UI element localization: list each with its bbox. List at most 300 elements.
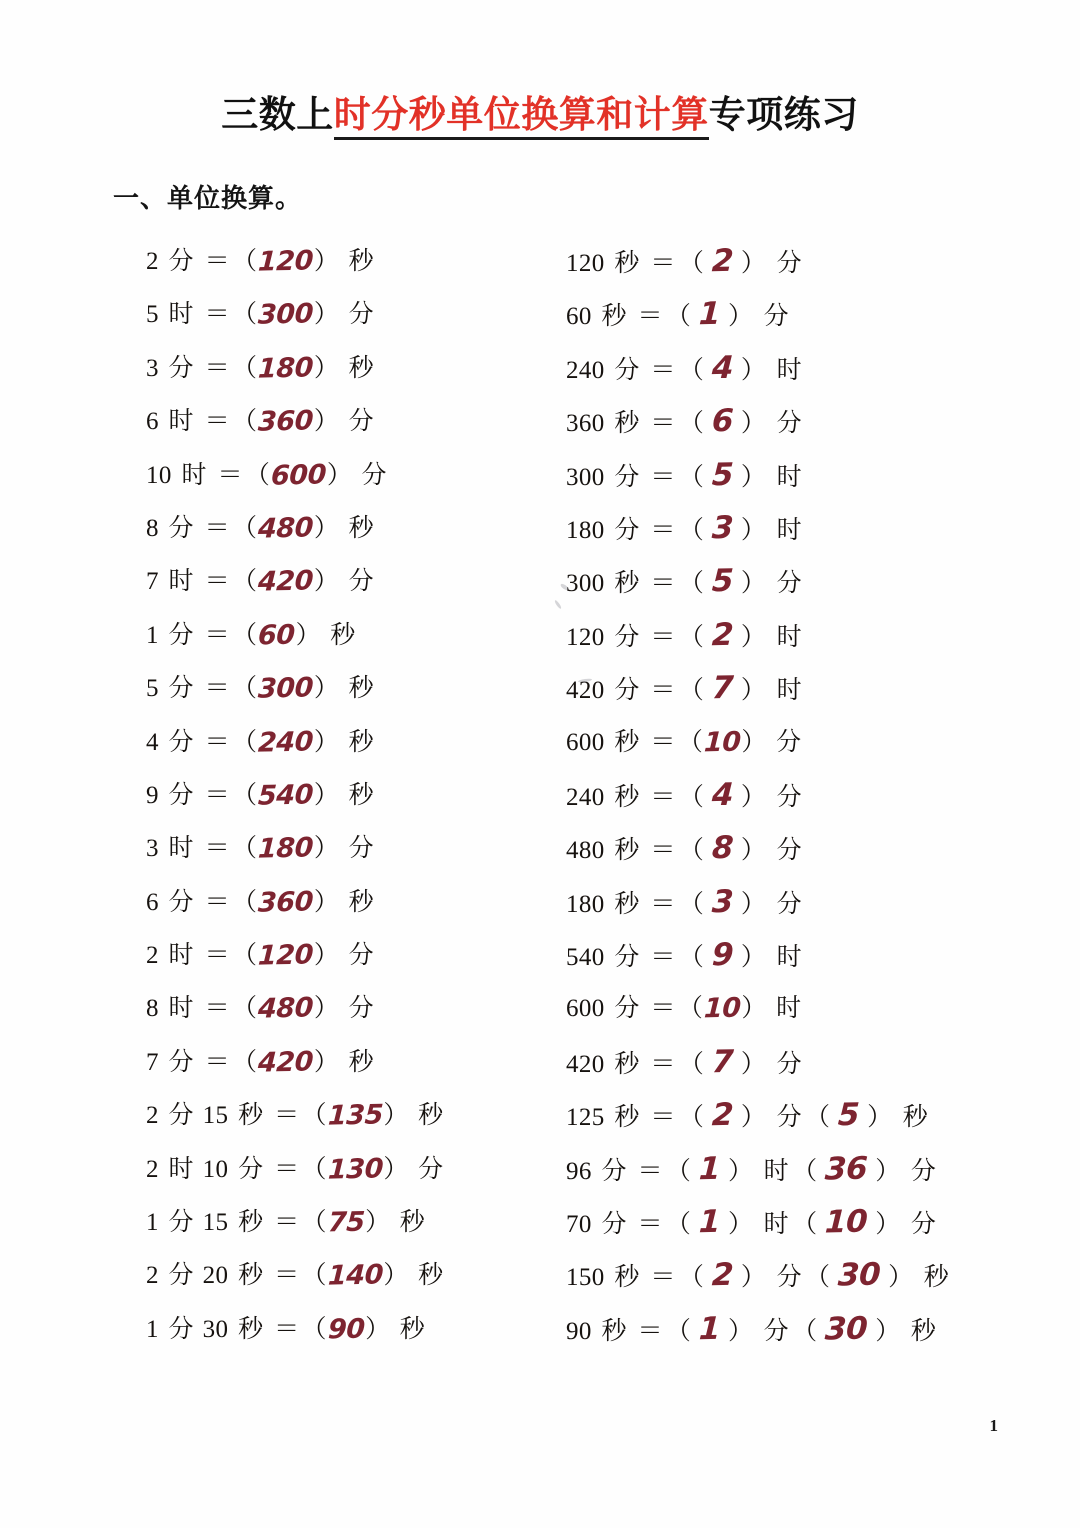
handwritten-answer: 360	[257, 405, 314, 438]
answer-blank[interactable]	[665, 1204, 754, 1243]
question-value-2: 20	[202, 1262, 229, 1290]
handwritten-answer: 420	[257, 1046, 314, 1079]
paren-close: ）	[740, 570, 766, 598]
result-unit: 分	[354, 461, 387, 489]
question-unit: 分	[161, 781, 201, 809]
question-value: 420	[566, 1050, 605, 1078]
result-unit: 分	[769, 728, 802, 756]
answer-blank[interactable]	[678, 670, 767, 709]
question-unit: 分	[607, 995, 647, 1023]
answer-blank[interactable]	[678, 1097, 767, 1136]
handwritten-answer: 4	[710, 349, 734, 386]
paren-open: （	[232, 408, 258, 436]
answer-blank[interactable]	[232, 830, 339, 867]
handwritten-answer: 135	[326, 1099, 384, 1132]
paren-close: ）	[313, 888, 339, 916]
exercise-item	[146, 457, 389, 494]
answer-blank[interactable]	[665, 1151, 754, 1190]
question-unit-2: 分	[231, 1155, 271, 1183]
paren-open: （	[678, 837, 704, 865]
exercise-row	[0, 1044, 1080, 1097]
exercise-row	[0, 1151, 1080, 1204]
paren-close: ）	[875, 1157, 901, 1185]
paren-open: （	[678, 677, 704, 705]
answer-blank[interactable]	[665, 1311, 754, 1350]
paren-open: （	[232, 781, 258, 809]
handwritten-answer: 5	[837, 1097, 860, 1134]
paren-close: ）	[740, 623, 766, 651]
answer-blank[interactable]	[232, 724, 339, 761]
question-unit: 分	[161, 1262, 201, 1290]
equals-sign: ＝	[204, 301, 231, 329]
equals-sign: ＝	[204, 408, 231, 436]
paren-open: （	[678, 356, 704, 384]
exercise-row	[0, 403, 1080, 456]
handwritten-answer: 9	[710, 936, 734, 974]
result-unit: 分	[769, 250, 802, 277]
paren-open: （	[232, 1048, 258, 1076]
answer-blank[interactable]	[232, 403, 339, 440]
equals-sign: ＝	[650, 783, 676, 811]
paren-open: （	[232, 835, 258, 863]
question-unit: 分	[607, 677, 647, 705]
paren-open: （	[792, 1317, 818, 1345]
paren-close: ）	[740, 356, 766, 384]
paren-close: ）	[728, 303, 754, 331]
paren-open: （	[678, 1264, 704, 1292]
equals-sign: ＝	[274, 1315, 300, 1343]
exercise-row	[0, 457, 1080, 510]
question-unit: 秒	[607, 728, 647, 756]
equals-sign: ＝	[650, 570, 676, 598]
handwritten-answer: 1	[698, 1310, 721, 1348]
result-unit: 分	[341, 942, 374, 970]
answer-blank[interactable]	[232, 617, 321, 654]
equals-sign: ＝	[217, 461, 243, 489]
equals-sign: ＝	[637, 1211, 663, 1239]
equals-sign: ＝	[204, 568, 231, 596]
exercise-row	[0, 724, 1080, 777]
answer-blank[interactable]	[678, 777, 767, 816]
handwritten-answer: 360	[257, 886, 314, 919]
handwritten-answer: 3	[710, 509, 734, 547]
question-unit: 秒	[594, 303, 634, 331]
handwritten-answer: 5	[710, 563, 734, 600]
question-value: 120	[566, 250, 605, 277]
question-value: 120	[566, 623, 605, 651]
answer-blank[interactable]	[791, 1204, 901, 1243]
paren-close: ）	[365, 1315, 391, 1343]
answer-blank[interactable]	[678, 724, 767, 761]
answer-blank[interactable]	[302, 1151, 409, 1188]
handwritten-answer: 130	[326, 1153, 384, 1186]
answer-blank[interactable]	[678, 830, 767, 869]
handwritten-answer: 240	[257, 725, 314, 759]
equals-sign: ＝	[274, 1262, 300, 1290]
exercise-item	[146, 724, 376, 761]
equals-sign: ＝	[650, 728, 676, 756]
answer-blank[interactable]	[678, 350, 767, 389]
result-unit: 分	[341, 408, 374, 436]
answer-blank[interactable]	[232, 296, 339, 333]
result-unit: 时	[769, 356, 802, 384]
exercise-item	[566, 884, 804, 923]
exercise-item	[566, 1311, 938, 1350]
result-unit: 时	[757, 1157, 790, 1185]
paren-open: （	[804, 1104, 830, 1132]
exercise-grid	[0, 243, 1080, 1364]
result-unit: 分	[769, 890, 802, 918]
paren-open: （	[232, 888, 258, 916]
answer-blank[interactable]	[791, 1311, 901, 1350]
answer-blank[interactable]	[302, 1257, 409, 1294]
handwritten-answer: 300	[257, 672, 314, 705]
answer-blank[interactable]	[804, 1097, 893, 1136]
exercise-row	[0, 1204, 1080, 1257]
exercise-item	[146, 670, 376, 707]
result-unit: 分	[757, 1317, 790, 1345]
question-value-2: 15	[202, 1209, 229, 1237]
exercise-item	[566, 1097, 930, 1136]
answer-blank[interactable]	[232, 563, 339, 600]
handwritten-answer: 5	[710, 456, 734, 493]
exercise-item	[566, 403, 804, 442]
question-unit: 时	[161, 568, 201, 596]
result-unit: 分	[769, 837, 802, 865]
paren-open: （	[301, 1155, 327, 1183]
exercise-item	[146, 777, 376, 814]
question-value: 125	[566, 1104, 605, 1132]
answer-blank[interactable]	[665, 296, 754, 335]
handwritten-answer: 2	[710, 1097, 734, 1134]
paren-open: （	[301, 1262, 327, 1290]
question-value: 240	[566, 783, 605, 811]
exercise-item	[566, 296, 791, 335]
question-unit: 时	[174, 461, 214, 489]
paren-open: （	[232, 995, 258, 1023]
question-unit: 分	[161, 1102, 201, 1130]
exercise-row	[0, 1257, 1080, 1310]
exercise-row	[0, 617, 1080, 670]
exercise-row	[0, 350, 1080, 403]
answer-blank[interactable]	[678, 1044, 767, 1083]
question-unit: 秒	[607, 837, 647, 865]
question-unit: 分	[607, 463, 647, 491]
paren-open: （	[665, 1211, 691, 1239]
paren-open: （	[678, 890, 704, 918]
paren-close: ）	[313, 995, 339, 1023]
question-unit: 分	[161, 621, 201, 649]
exercise-row	[0, 1311, 1080, 1364]
paren-close: ）	[326, 461, 352, 489]
paren-open: （	[792, 1157, 818, 1185]
exercise-item	[146, 1044, 376, 1081]
exercise-item	[566, 563, 804, 602]
exercise-item	[146, 937, 376, 974]
answer-blank[interactable]	[232, 1044, 339, 1081]
equals-sign: ＝	[650, 623, 676, 651]
question-unit: 秒	[607, 1104, 647, 1132]
exercise-item	[566, 937, 804, 976]
exercise-item	[146, 1097, 446, 1134]
result-unit: 秒	[411, 1102, 444, 1130]
handwritten-answer: 3	[710, 883, 734, 920]
paren-close: ）	[728, 1157, 754, 1185]
answer-blank[interactable]	[232, 884, 339, 921]
question-unit: 分	[607, 623, 647, 651]
exercise-item	[146, 1311, 427, 1348]
question-value-2: 15	[202, 1102, 229, 1130]
question-value: 180	[566, 516, 605, 544]
answer-blank[interactable]	[791, 1151, 901, 1190]
question-value: 7	[146, 1048, 159, 1076]
question-unit-2: 秒	[231, 1262, 271, 1290]
question-unit: 秒	[607, 783, 647, 811]
exercise-item	[146, 1204, 427, 1241]
handwritten-answer: 30	[824, 1310, 869, 1348]
paren-close: ）	[875, 1211, 901, 1239]
handwritten-answer: 180	[257, 352, 314, 385]
answer-blank[interactable]	[678, 990, 767, 1027]
paren-close: ）	[313, 408, 339, 436]
answer-blank[interactable]	[302, 1311, 391, 1348]
paren-close: ）	[740, 463, 766, 491]
equals-sign: ＝	[274, 1209, 300, 1237]
exercise-item	[566, 243, 804, 282]
answer-blank[interactable]	[678, 403, 767, 442]
exercise-item	[146, 884, 376, 921]
question-unit: 分	[161, 728, 201, 756]
handwritten-answer: 7	[710, 669, 734, 707]
question-value: 6	[146, 888, 159, 916]
result-unit: 秒	[341, 728, 374, 756]
answer-blank[interactable]	[232, 777, 339, 814]
paren-close: ）	[740, 410, 766, 438]
paren-open: （	[677, 995, 703, 1023]
paren-open: （	[232, 675, 258, 703]
result-unit: 秒	[341, 354, 374, 382]
answer-blank[interactable]	[804, 1257, 914, 1296]
exercise-item	[146, 563, 376, 600]
equals-sign: ＝	[650, 1104, 676, 1132]
exercise-row	[0, 990, 1080, 1043]
paren-close: ）	[728, 1317, 754, 1345]
result-unit: 时	[769, 944, 802, 972]
question-unit: 分	[161, 354, 201, 382]
handwritten-answer: 480	[257, 512, 314, 545]
paren-open: （	[678, 410, 704, 438]
paren-open: （	[678, 783, 704, 811]
question-unit: 分	[607, 944, 647, 972]
handwritten-answer: 60	[257, 619, 296, 652]
paren-close: ）	[295, 621, 321, 649]
equals-sign: ＝	[204, 835, 231, 863]
result-unit: 分	[341, 835, 374, 863]
result-unit: 分	[769, 570, 802, 598]
exercise-row	[0, 830, 1080, 883]
result-unit: 分	[769, 1264, 802, 1292]
result-unit: 分	[769, 1104, 802, 1132]
handwritten-answer: 180	[257, 832, 314, 865]
result-unit: 秒	[341, 675, 374, 703]
answer-blank[interactable]	[678, 617, 767, 656]
question-value: 2	[146, 1102, 159, 1130]
paren-open: （	[232, 621, 258, 649]
paren-close: ）	[740, 250, 766, 277]
handwritten-answer: 600	[270, 458, 327, 492]
question-unit: 时	[161, 835, 201, 863]
equals-sign: ＝	[650, 516, 676, 544]
result-unit: 秒	[341, 248, 374, 275]
question-value: 300	[566, 463, 605, 491]
paren-open: （	[665, 303, 691, 331]
exercise-item	[146, 510, 376, 547]
paren-close: ）	[888, 1264, 914, 1292]
paren-open: （	[678, 516, 704, 544]
paren-open: （	[232, 301, 258, 329]
exercise-item	[566, 1204, 938, 1243]
handwritten-answer: 75	[326, 1206, 365, 1239]
exercise-row	[0, 243, 1080, 296]
result-unit: 秒	[393, 1315, 426, 1343]
question-value: 420	[566, 677, 605, 705]
paren-close: ）	[313, 248, 339, 275]
result-unit: 时	[769, 677, 802, 705]
answer-blank[interactable]	[302, 1204, 391, 1241]
result-unit: 分	[769, 1050, 802, 1078]
exercise-row	[0, 777, 1080, 830]
equals-sign: ＝	[204, 621, 231, 649]
paren-close: ）	[740, 1050, 766, 1078]
exercise-row	[0, 1097, 1080, 1150]
answer-blank[interactable]	[232, 990, 339, 1027]
question-unit: 分	[161, 675, 201, 703]
question-value: 2	[146, 248, 159, 275]
question-unit-2: 秒	[231, 1209, 271, 1237]
result-unit: 分	[411, 1155, 444, 1183]
equals-sign: ＝	[650, 677, 676, 705]
paren-close: ）	[867, 1104, 893, 1132]
paren-open: （	[232, 514, 258, 542]
equals-sign: ＝	[204, 995, 231, 1023]
equals-sign: ＝	[204, 248, 231, 275]
handwritten-answer: 300	[257, 298, 314, 331]
question-value: 6	[146, 408, 159, 436]
question-value: 4	[146, 728, 159, 756]
exercise-item	[566, 1151, 938, 1190]
answer-blank[interactable]	[245, 457, 352, 494]
answer-blank[interactable]	[678, 563, 767, 602]
paren-open: （	[665, 1317, 691, 1345]
question-unit: 秒	[607, 1264, 647, 1292]
page-number: 1	[989, 1416, 998, 1435]
paren-open: （	[301, 1315, 327, 1343]
paren-close: ）	[313, 728, 339, 756]
answer-blank[interactable]	[302, 1097, 409, 1134]
question-unit: 秒	[607, 890, 647, 918]
question-unit: 分	[161, 888, 201, 916]
exercise-item	[566, 510, 804, 549]
equals-sign: ＝	[204, 888, 231, 916]
answer-blank[interactable]	[678, 937, 767, 976]
question-value: 150	[566, 1264, 605, 1292]
handwritten-answer: 8	[710, 830, 734, 867]
question-unit: 秒	[607, 570, 647, 598]
handwritten-answer: 420	[257, 565, 314, 598]
result-unit: 时	[769, 516, 802, 544]
exercise-item	[566, 990, 803, 1027]
question-unit-2: 秒	[231, 1102, 271, 1130]
question-value: 70	[566, 1211, 592, 1239]
question-value: 7	[146, 568, 159, 596]
paren-open: （	[665, 1157, 691, 1185]
answer-blank[interactable]	[232, 243, 339, 280]
result-unit-2: 分	[904, 1211, 937, 1239]
paren-close: ）	[313, 301, 339, 329]
answer-blank[interactable]	[678, 1257, 767, 1296]
answer-blank[interactable]	[232, 350, 339, 387]
paren-open: （	[232, 728, 258, 756]
exercise-item	[566, 830, 804, 869]
exercise-item	[146, 403, 376, 440]
paren-open: （	[301, 1102, 327, 1130]
handwritten-answer: 10	[703, 993, 742, 1025]
handwritten-answer: 2	[710, 1257, 734, 1294]
result-unit: 秒	[411, 1262, 444, 1290]
result-unit-2: 秒	[917, 1264, 950, 1292]
result-unit: 分	[341, 301, 374, 329]
answer-blank[interactable]	[232, 670, 339, 707]
paren-open: （	[804, 1264, 830, 1292]
paren-close: ）	[728, 1211, 754, 1239]
equals-sign: ＝	[650, 410, 676, 438]
question-value: 360	[566, 410, 605, 438]
handwritten-answer: 2	[710, 616, 734, 653]
answer-blank[interactable]	[678, 884, 767, 923]
paren-close: ）	[740, 783, 766, 811]
handwritten-answer: 120	[257, 939, 314, 972]
result-unit: 分	[757, 303, 790, 331]
equals-sign: ＝	[650, 356, 676, 384]
equals-sign: ＝	[204, 728, 231, 756]
paren-open: （	[244, 461, 270, 489]
equals-sign: ＝	[650, 250, 676, 277]
question-value: 2	[146, 1262, 159, 1290]
answer-blank[interactable]	[678, 510, 767, 549]
question-value: 96	[566, 1157, 592, 1185]
exercise-item	[146, 243, 376, 280]
handwritten-answer: 10	[703, 726, 742, 758]
question-value: 300	[566, 570, 605, 598]
result-unit: 秒	[341, 1048, 374, 1076]
question-value: 2	[146, 942, 159, 970]
exercise-row	[0, 296, 1080, 349]
answer-blank[interactable]	[678, 243, 767, 282]
equals-sign: ＝	[204, 354, 231, 382]
equals-sign: ＝	[650, 463, 676, 491]
equals-sign: ＝	[274, 1155, 300, 1183]
exercise-item	[566, 777, 804, 816]
answer-blank[interactable]	[232, 510, 339, 547]
question-unit: 分	[161, 1048, 201, 1076]
answer-blank[interactable]	[232, 937, 339, 974]
paren-open: （	[678, 623, 704, 651]
paren-close: ）	[313, 675, 339, 703]
question-unit: 分	[161, 1315, 201, 1343]
answer-blank[interactable]	[678, 457, 767, 496]
paren-open: （	[301, 1209, 327, 1237]
paren-open: （	[678, 1050, 704, 1078]
